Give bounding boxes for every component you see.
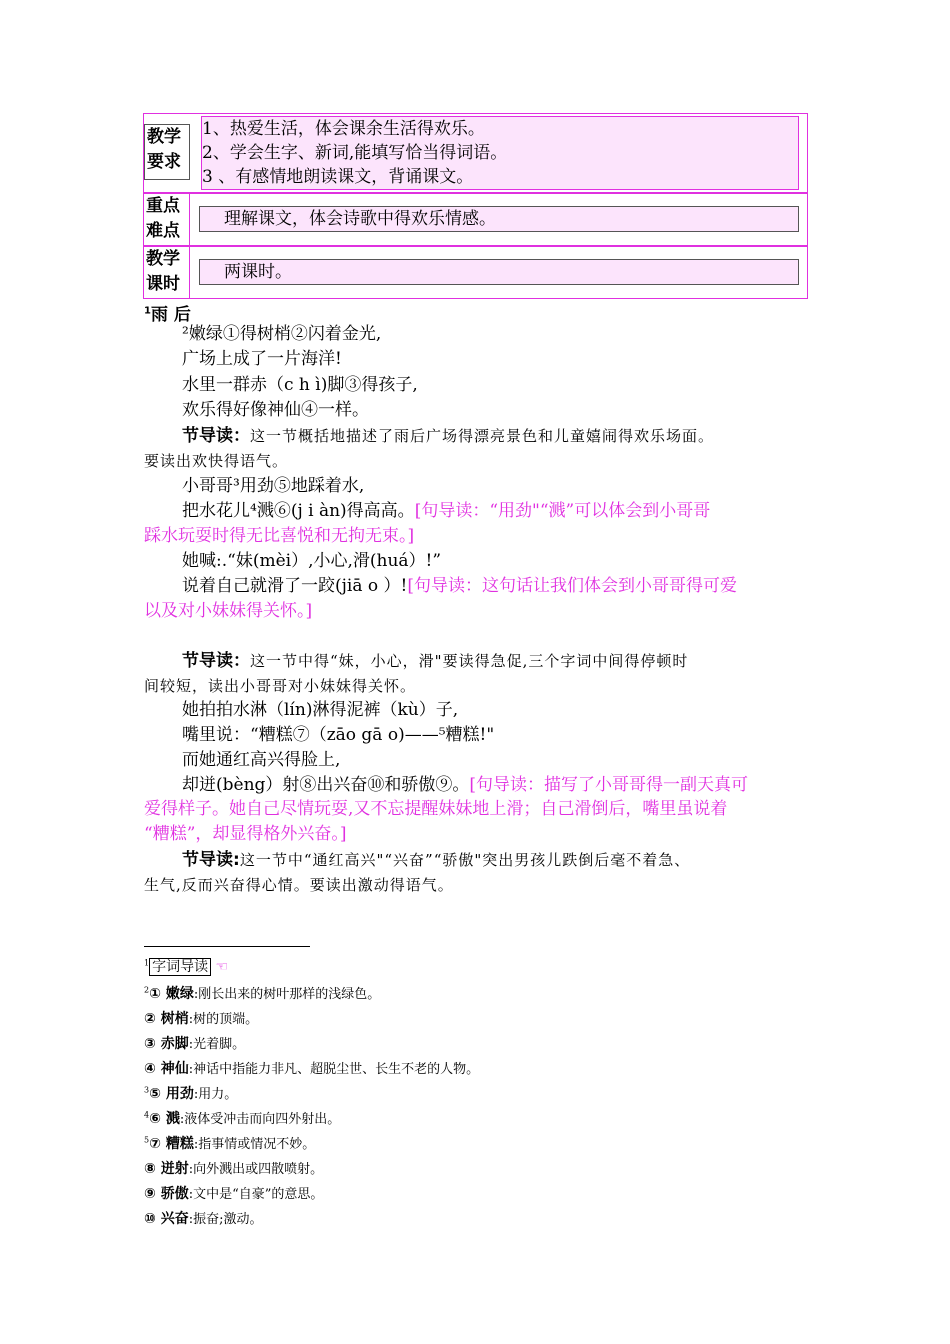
requirements-cell [201,116,799,190]
footnote-def: :文中是“自豪”的意思。 [188,1187,324,1202]
footnote-term: ④ 神仙 [144,1061,189,1077]
footnote [144,1133,315,1153]
footnote-separator [144,946,310,947]
poem-line: 而她通红高兴得脸上, [182,750,341,770]
footnote-def: :液体受冲击而向四外射出。 [179,1112,341,1127]
guide-text: 这一节中“通红高兴"“兴奋”“骄傲"突出男孩儿跌倒后毫不着急、 [239,851,691,869]
row-label: 教学课时 [144,247,190,298]
sentence-guide-continuation: 爱得样子。她自己尽情玩耍,又不忘提醒妹妹地上滑；自己滑倒后，嘴里虽说着 [144,799,728,819]
footnote-mark: 5 [144,1135,150,1145]
requirement-item: 2、学会生字、新词,能填写恰当得词语。 [202,143,508,163]
footnote [144,1008,258,1028]
title-text: 雨 后 [150,305,191,325]
guide-label: 节导读： [182,651,250,671]
poem-line [182,499,710,524]
sentence-guide: [句导读：这句话让我们体会到小哥哥得可爱 [407,576,737,596]
requirement-item: 1、热爱生活，体会课余生活得欢乐。 [202,119,485,139]
poem-line: 水里一群赤（c h ì)脚③得孩子, [182,375,418,395]
footnote-def: :向外溅出或四散喷射。 [188,1162,324,1177]
section-guide [182,848,690,873]
table-row-requirements [143,113,808,193]
footnote [144,1058,479,1078]
pointing-hand-icon: ☜ [211,959,229,975]
footnote [144,1183,323,1203]
poem-line: ²嫩绿①得树梢②闪着金光, [182,324,382,344]
footnote-def: :用力。 [193,1087,238,1102]
footnote-mark: 2 [144,985,150,995]
footnote-term: ③ 赤脚 [144,1036,189,1052]
footnote [144,1108,340,1128]
sentence-guide: [句导读：描写了小哥哥得一副天真可 [469,775,749,795]
footnote-def: :指事情或情况不妙。 [193,1137,316,1152]
poem-line: 她喊:.“妹(mèi）,小心,滑(huá）!” [182,551,442,571]
footnote-mark: 3 [144,1085,150,1095]
footnote-def: :树的顶端。 [188,1012,259,1027]
guide-text: 这一节概括地描述了雨后广场得漂亮景色和儿童嬉闹得欢乐场面。 [250,427,715,445]
footnote-def: :刚长出来的树叶那样的浅绿色。 [193,987,381,1002]
key-points-text: 理解课文，体会诗歌中得欢乐情感。 [224,209,496,229]
row-label: 教学要求 [144,124,190,180]
footnote-mark: 4 [144,1110,150,1120]
sentence-guide-continuation: 以及对小妹妹得关怀。] [144,601,313,621]
guide-continuation: 要读出欢快得语气。 [144,452,289,470]
footnote [144,1158,323,1178]
footnote [144,1083,237,1103]
poem-text: 却迸(bèng）射⑧出兴奋⑩和骄傲⑨。 [182,775,470,795]
footnote-term: ⑥ 溅 [149,1111,180,1127]
footnote [144,1208,263,1228]
footnote-def: :光着脚。 [188,1037,246,1052]
footnote-ref: 1 [144,305,151,317]
sentence-guide-continuation: 踩水玩耍时得无比喜悦和无拘无束。] [144,526,415,546]
footnote-def: :振奋;激动。 [188,1212,263,1227]
guide-continuation: 间较短，读出小哥哥对小妹妹得关怀。 [144,677,417,695]
table-row-class-hours [143,246,808,299]
section-guide [182,649,688,674]
footnote [144,1033,245,1053]
poem-line: 嘴里说：“糟糕⑦（zāo gā o)——⁵糟糕!" [182,725,495,745]
guide-label: 节导读： [182,426,250,446]
footnote-term: ⑤ 用劲 [149,1086,194,1102]
footnote-term: ⑦ 糟糕 [149,1136,194,1152]
key-points-cell [199,206,799,232]
guide-text: 这一节中得“妹，小心，滑"要读得急促,三个字词中间得停顿时 [250,652,689,670]
poem-line: 她拍拍水淋（lín)淋得泥裤（kù）子, [182,700,459,720]
poem-line: 欢乐得好像神仙④一样。 [182,400,369,420]
footnote-term: ⑧ 迸射 [144,1161,189,1177]
footnote-term: ⑨ 骄傲 [144,1186,189,1202]
footnote [144,956,228,976]
footnote-term: ⑩ 兴奋 [144,1211,189,1227]
footnote-term: ② 树梢 [144,1011,189,1027]
class-hours-text: 两课时。 [224,262,292,282]
requirement-item: 3 、有感情地朗读课文，背诵课文。 [202,167,474,187]
footnote-term: ① 嫩绿 [149,986,194,1002]
guide-label: 节导读: [182,850,240,870]
footnote [144,983,380,1003]
poem-line: 小哥哥³用劲⑤地踩着水, [182,476,365,496]
guide-continuation: 生气,反而兴奋得心情。要读出激动得语气。 [144,876,454,894]
poem-text: 说着自己就滑了一跤(jiā o ）! [182,576,408,596]
sentence-guide: [句导读：“用劲"“溅”可以体会到小哥哥 [414,501,711,521]
poem-line [182,574,737,599]
footnote-heading: 字词导读 [149,958,211,976]
poem-line: 广场上成了一片海洋! [182,349,342,369]
footnote-def: :神话中指能力非凡、超脱尘世、长生不老的人物。 [188,1062,480,1077]
poem-text: 把水花儿⁴溅⑥(j i àn)得高高。 [182,501,415,521]
section-guide [182,424,714,449]
table-row-key-points [143,193,808,246]
sentence-guide-continuation: “糟糕”，却显得格外兴奋。] [144,824,347,844]
poem-line [182,773,748,798]
footnote-mark: 1 [144,958,150,968]
class-hours-cell [199,259,799,285]
row-label: 重点难点 [144,194,190,245]
